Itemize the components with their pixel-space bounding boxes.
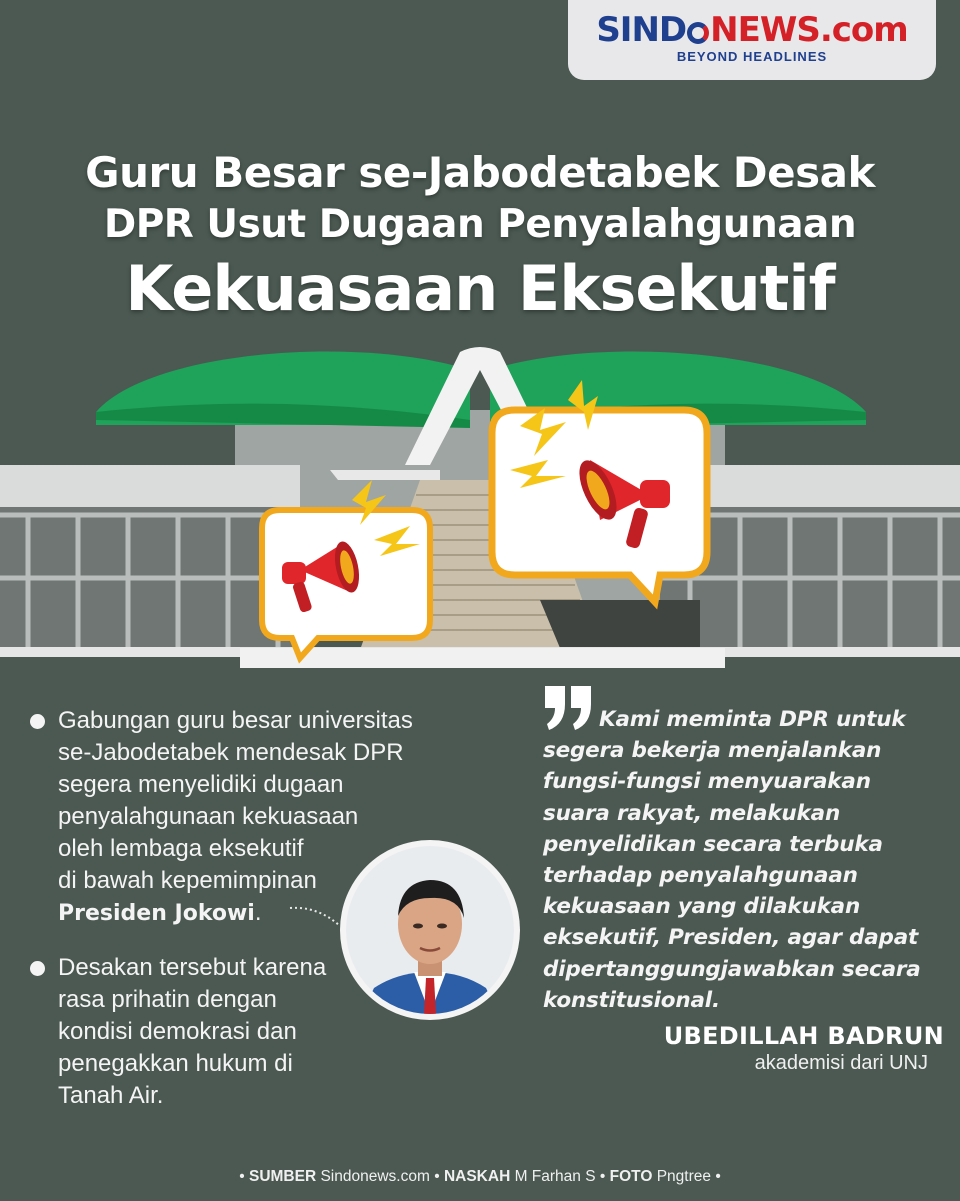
bullet-1-tail: .: [254, 899, 262, 926]
footer-credits: [0, 1168, 960, 1186]
quote-block: [543, 684, 943, 1016]
footer-naskah-value: M Farhan S: [514, 1168, 596, 1185]
bullet-1-line-5: oleh lembaga eksekutif: [58, 835, 304, 862]
footer-foto-value: Pngtree: [656, 1168, 712, 1185]
footer-bullet: •: [239, 1168, 245, 1185]
bullet-1-line-4: penyalahgunaan kekuasaan: [58, 803, 359, 830]
logo-tab[interactable]: [568, 0, 936, 80]
president-portrait: [338, 838, 522, 1022]
plaza-platform: [240, 648, 725, 668]
quote-text: Kami meminta DPR untuk segera bekerja menjalankan fungsi-fungsi menyuarakan suara rakyat, melakukan penyelidikan secara terbuka terhadap penyalahgunaan kekuasaan yang dilakukan eksekutif, Presiden, agar dapat dipertanggungjawabkan secara konstitusional.: [543, 707, 921, 1013]
stair-rail-left: [330, 470, 440, 480]
ramp-shadow: [540, 600, 700, 648]
footer-sumber-label: SUMBER: [248, 1168, 317, 1185]
footer-sumber-value: Sindonews.com: [320, 1168, 430, 1185]
headline-line-3: Kekuasaan Eksekutif: [125, 252, 835, 325]
logo-ring-icon: [687, 22, 709, 44]
logo-part-sind: SIND: [596, 10, 687, 50]
logo-tagline: BEYOND HEADLINES: [676, 49, 828, 64]
parliament-illustration: [0, 330, 960, 680]
bullet-1-line-1: Gabungan guru besar universitas: [58, 707, 413, 734]
headline: [0, 146, 960, 328]
headline-line-2: DPR Usut Dugaan Penyalahgunaan: [103, 202, 857, 247]
logo-part-com: .com: [819, 10, 908, 50]
bullet-2-text: Desakan tersebut karena rasa prihatin dengan kondisi demokrasi dan penegakkan hukum di Tanah Air.: [58, 954, 327, 1109]
bullet-1-line-3: segera menyelidiki dugaan: [58, 771, 344, 798]
footer-bullet: •: [599, 1168, 606, 1185]
right-megaphone-bubble: [492, 380, 707, 602]
bullet-1-line-2: se-Jabodetabek mendesak DPR: [58, 739, 404, 766]
quote-mark-icon: [543, 684, 595, 732]
logo-part-news: NEWS: [710, 10, 820, 50]
president-name: Presiden Jokowi: [58, 901, 255, 926]
footer-naskah-label: NASKAH: [443, 1168, 511, 1185]
quote-author-name: UBEDILLAH BADRUN: [663, 1022, 944, 1050]
bullet-dot-icon: [30, 961, 45, 976]
footer-bullet: •: [715, 1168, 721, 1185]
bullet-dot-icon: [30, 714, 45, 729]
footer-bullet: •: [434, 1168, 440, 1185]
footer-foto-label: FOTO: [609, 1168, 653, 1185]
quote-author-role: akademisi dari UNJ: [754, 1052, 928, 1074]
left-wing-roof: [0, 465, 300, 507]
headline-line-1: Guru Besar se-Jabodetabek Desak: [85, 148, 875, 197]
sindonews-logo: [568, 10, 936, 50]
bullet-1-line-6: di bawah kepemimpinan: [58, 867, 317, 894]
bullet-item-2: [26, 952, 358, 1112]
